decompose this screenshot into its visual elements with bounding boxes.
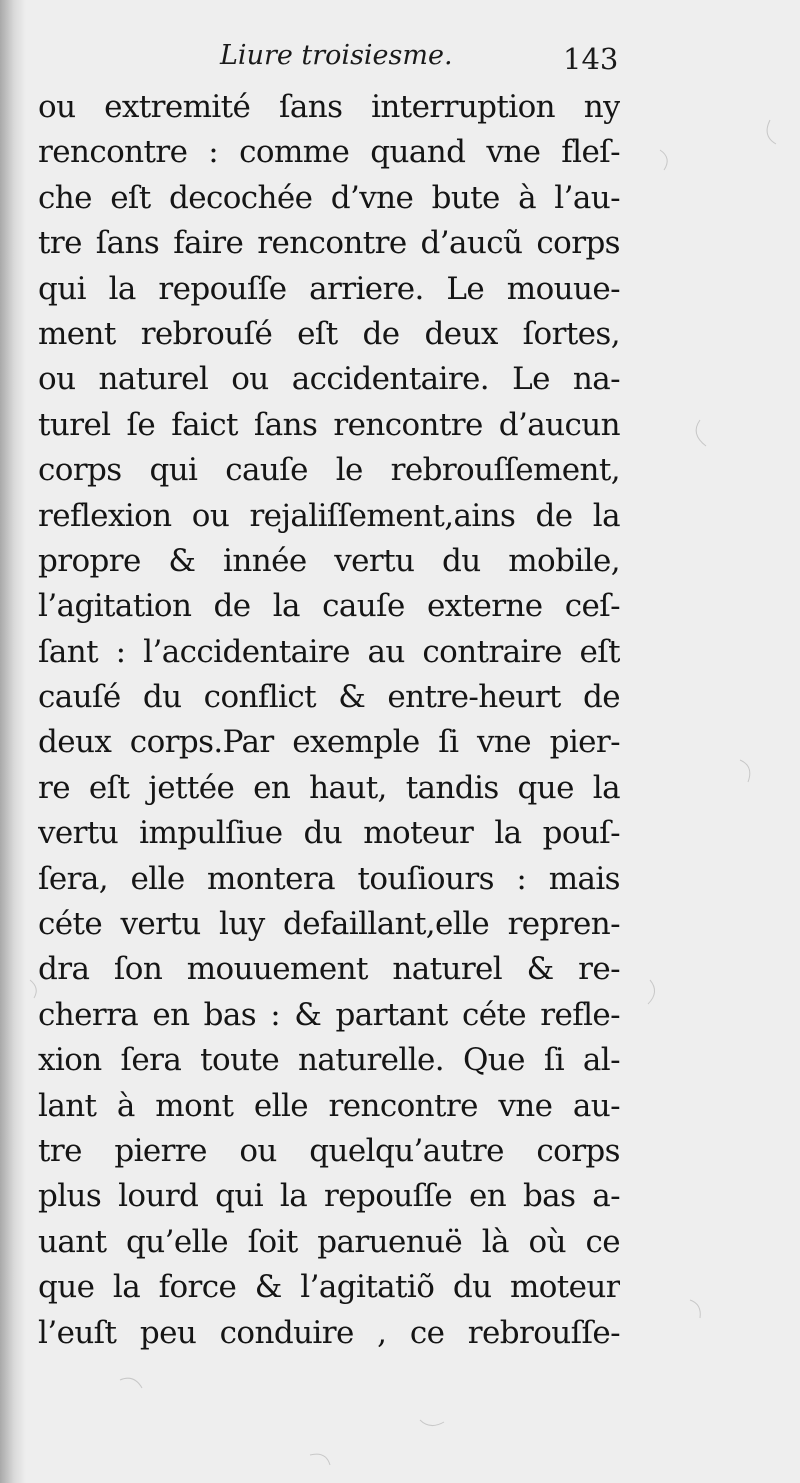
text-line: rencontre : comme quand vne fleſ- <box>38 134 620 171</box>
text-line: corps qui cauſe le rebrouſſement, <box>38 452 620 489</box>
text-line: uant qu’elle ſoit paruenuë là où ce <box>38 1223 620 1260</box>
text-line: che eſt decochée d’vne bute à l’au- <box>38 179 620 216</box>
text-line: lant à mont elle rencontre vne au- <box>38 1087 620 1124</box>
text-line: deux corps.Par exemple ſi vne pier- <box>38 724 620 761</box>
text-line: céte vertu luy defaillant,elle repren- <box>38 906 620 943</box>
running-title: Liure troisiesme. <box>220 40 453 71</box>
text-line: que la force & l’agitatiõ du moteur <box>38 1269 620 1306</box>
text-line: dra ſon mouuement naturel & re- <box>38 951 620 988</box>
text-line: ſant : l’accidentaire au contraire eſt <box>38 633 620 670</box>
text-line: re eſt jettée en haut, tandis que la <box>38 769 620 806</box>
text-line: reflexion ou rejaliſſement,ains de la <box>38 497 620 534</box>
page-number: 143 <box>563 42 619 76</box>
text-line: propre & innée vertu du mobile, <box>38 542 620 579</box>
text-line: ou extremité ſans interruption ny <box>38 89 620 125</box>
text-line: cherra en bas : & partant céte refle- <box>38 996 620 1033</box>
running-head <box>0 40 800 90</box>
text-line: l’euſt peu conduire , ce rebrouſſe- <box>38 1314 620 1351</box>
binding-shadow <box>0 0 26 1483</box>
text-line: ment rebrouſé eſt de deux ſortes, <box>38 315 620 352</box>
body-text <box>38 85 620 1356</box>
text-line: tre ſans faire rencontre d’aucũ corps <box>38 225 620 262</box>
text-line: cauſé du conflict & entre-heurt de <box>38 679 620 716</box>
text-line: l’agitation de la cauſe externe ceſ- <box>38 588 620 625</box>
text-line: plus lourd qui la repouſſe en bas a- <box>38 1178 620 1215</box>
text-line: turel ſe faict ſans rencontre d’aucun <box>38 406 620 443</box>
text-line: qui la repouſſe arriere. Le mouue- <box>38 270 620 307</box>
text-line: ou naturel ou accidentaire. Le na- <box>38 361 620 398</box>
text-line: ſera, elle montera touſiours : mais <box>38 860 620 897</box>
text-line: vertu impulſiue du moteur la pouſ- <box>38 815 620 852</box>
text-line: xion ſera toute naturelle. Que ſi al- <box>38 1042 620 1079</box>
text-line: tre pierre ou quelqu’autre corps <box>38 1132 620 1169</box>
